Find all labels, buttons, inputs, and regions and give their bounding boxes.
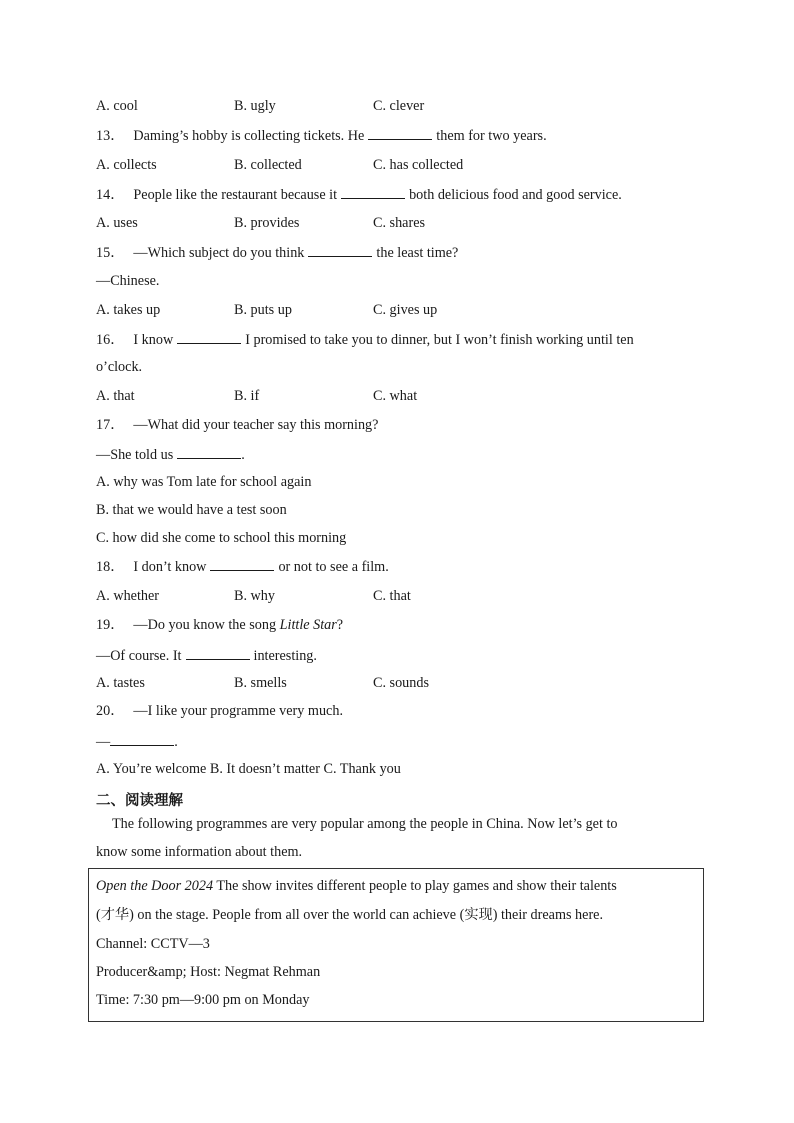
q18-options xyxy=(96,587,656,605)
option-c: C. gives up xyxy=(373,302,438,318)
q15-options xyxy=(96,301,656,319)
option-a: A. cool xyxy=(96,98,138,114)
question-text: ? xyxy=(336,617,344,633)
option-c: C. that xyxy=(373,588,411,604)
q16-options xyxy=(96,387,656,405)
show-description: The show invites different people to play games and show their talents xyxy=(213,878,617,894)
q19-options xyxy=(96,674,656,692)
option-b: B. ugly xyxy=(234,98,276,114)
box-line xyxy=(96,877,698,895)
question-text: . xyxy=(174,734,178,750)
option-c: C. shares xyxy=(373,215,426,231)
question-text: —Do you know the song xyxy=(133,617,277,633)
question-16 xyxy=(96,330,634,349)
question-15 xyxy=(96,243,458,262)
option-a: A. whether xyxy=(96,588,160,604)
question-17 xyxy=(96,416,378,434)
intro-paragraph-line: know some information about them. xyxy=(96,844,303,860)
question-text: . xyxy=(241,447,245,463)
option-b: B. provides xyxy=(234,215,300,231)
question-number: 13． xyxy=(96,128,125,144)
option-b: B. smells xyxy=(234,675,287,691)
question-13 xyxy=(96,126,547,145)
question-text: or not to see a film. xyxy=(278,559,389,575)
question-text: —I like your programme very much. xyxy=(133,703,343,719)
option-a: A. collects xyxy=(96,157,157,173)
option-c: C. sounds xyxy=(373,675,429,691)
answer-blank[interactable] xyxy=(110,732,174,746)
dialogue-reply: —Chinese. xyxy=(96,273,160,289)
show-title: Open the Door 2024 xyxy=(96,878,214,894)
option-b: B. why xyxy=(234,588,275,604)
answer-blank[interactable] xyxy=(186,646,250,660)
answer-blank[interactable] xyxy=(210,557,274,571)
option-a: A. why was Tom late for school again xyxy=(96,474,312,490)
option-c: C. what xyxy=(373,388,418,404)
question-number: 15． xyxy=(96,245,125,261)
option-b: B. collected xyxy=(234,157,302,173)
time-info: Time: 7:30 pm—9:00 pm on Monday xyxy=(96,992,310,1008)
question-text: I promised to take you to dinner, but I won’t finish working until ten xyxy=(245,332,634,348)
question-19 xyxy=(96,616,343,634)
question-text: People like the restaurant because it xyxy=(133,187,338,203)
question-text: interesting. xyxy=(253,648,317,664)
option-b: B. if xyxy=(234,388,260,404)
question-text: I know xyxy=(133,332,174,348)
option-c: C. how did she come to school this morning xyxy=(96,530,347,546)
dialogue-reply xyxy=(96,732,178,751)
channel-info: Channel: CCTV—3 xyxy=(96,936,210,952)
programme-info-box xyxy=(88,868,704,1022)
question-text: —She told us xyxy=(96,447,174,463)
q20-options: A. You’re welcome B. It doesn’t matter C. Thank you xyxy=(96,761,401,777)
question-14 xyxy=(96,185,622,204)
dialogue-reply xyxy=(96,445,245,464)
question-text: —Which subject do you think xyxy=(133,245,305,261)
question-number: 17． xyxy=(96,417,125,433)
question-20 xyxy=(96,702,343,720)
option-b: B. that we would have a test soon xyxy=(96,502,287,518)
question-text: I don’t know xyxy=(133,559,207,575)
answer-blank[interactable] xyxy=(368,126,432,140)
dialogue-reply xyxy=(96,646,317,665)
question-text: — xyxy=(96,734,111,750)
question-18 xyxy=(96,557,389,576)
option-a: A. takes up xyxy=(96,302,161,318)
question-text: them for two years. xyxy=(436,128,547,144)
question-number: 20． xyxy=(96,703,125,719)
question-number: 14． xyxy=(96,187,125,203)
question-text: both delicious food and good service. xyxy=(409,187,622,203)
answer-blank[interactable] xyxy=(341,185,405,199)
answer-blank[interactable] xyxy=(177,330,241,344)
question-number: 18． xyxy=(96,559,125,575)
producer-info: Producer&amp; Host: Negmat Rehman xyxy=(96,964,321,980)
option-b: B. puts up xyxy=(234,302,292,318)
q13-options xyxy=(96,156,656,174)
question-text: the least time? xyxy=(376,245,459,261)
question-number: 19． xyxy=(96,617,125,633)
question-text-continued: o’clock. xyxy=(96,359,143,375)
option-a: A. that xyxy=(96,388,135,404)
song-title: Little Star xyxy=(279,617,337,633)
intro-paragraph-line: The following programmes are very popular among the people in China. Now let’s get to xyxy=(112,816,618,832)
question-text: Daming’s hobby is collecting tickets. He xyxy=(133,128,365,144)
option-a: A. uses xyxy=(96,215,138,231)
q14-options xyxy=(96,214,656,232)
option-c: C. has collected xyxy=(373,157,464,173)
q12-options xyxy=(96,97,656,115)
answer-blank[interactable] xyxy=(308,243,372,257)
answer-blank[interactable] xyxy=(177,445,241,459)
option-c: C. clever xyxy=(373,98,425,114)
option-a: A. tastes xyxy=(96,675,145,691)
question-text: —What did your teacher say this morning? xyxy=(133,417,379,433)
section-heading: 二、阅读理解 xyxy=(96,793,183,809)
show-description: (才华) on the stage. People from all over the world can achieve (实现) their dreams here. xyxy=(96,907,604,923)
question-text: —Of course. It xyxy=(96,648,182,664)
question-number: 16． xyxy=(96,332,125,348)
